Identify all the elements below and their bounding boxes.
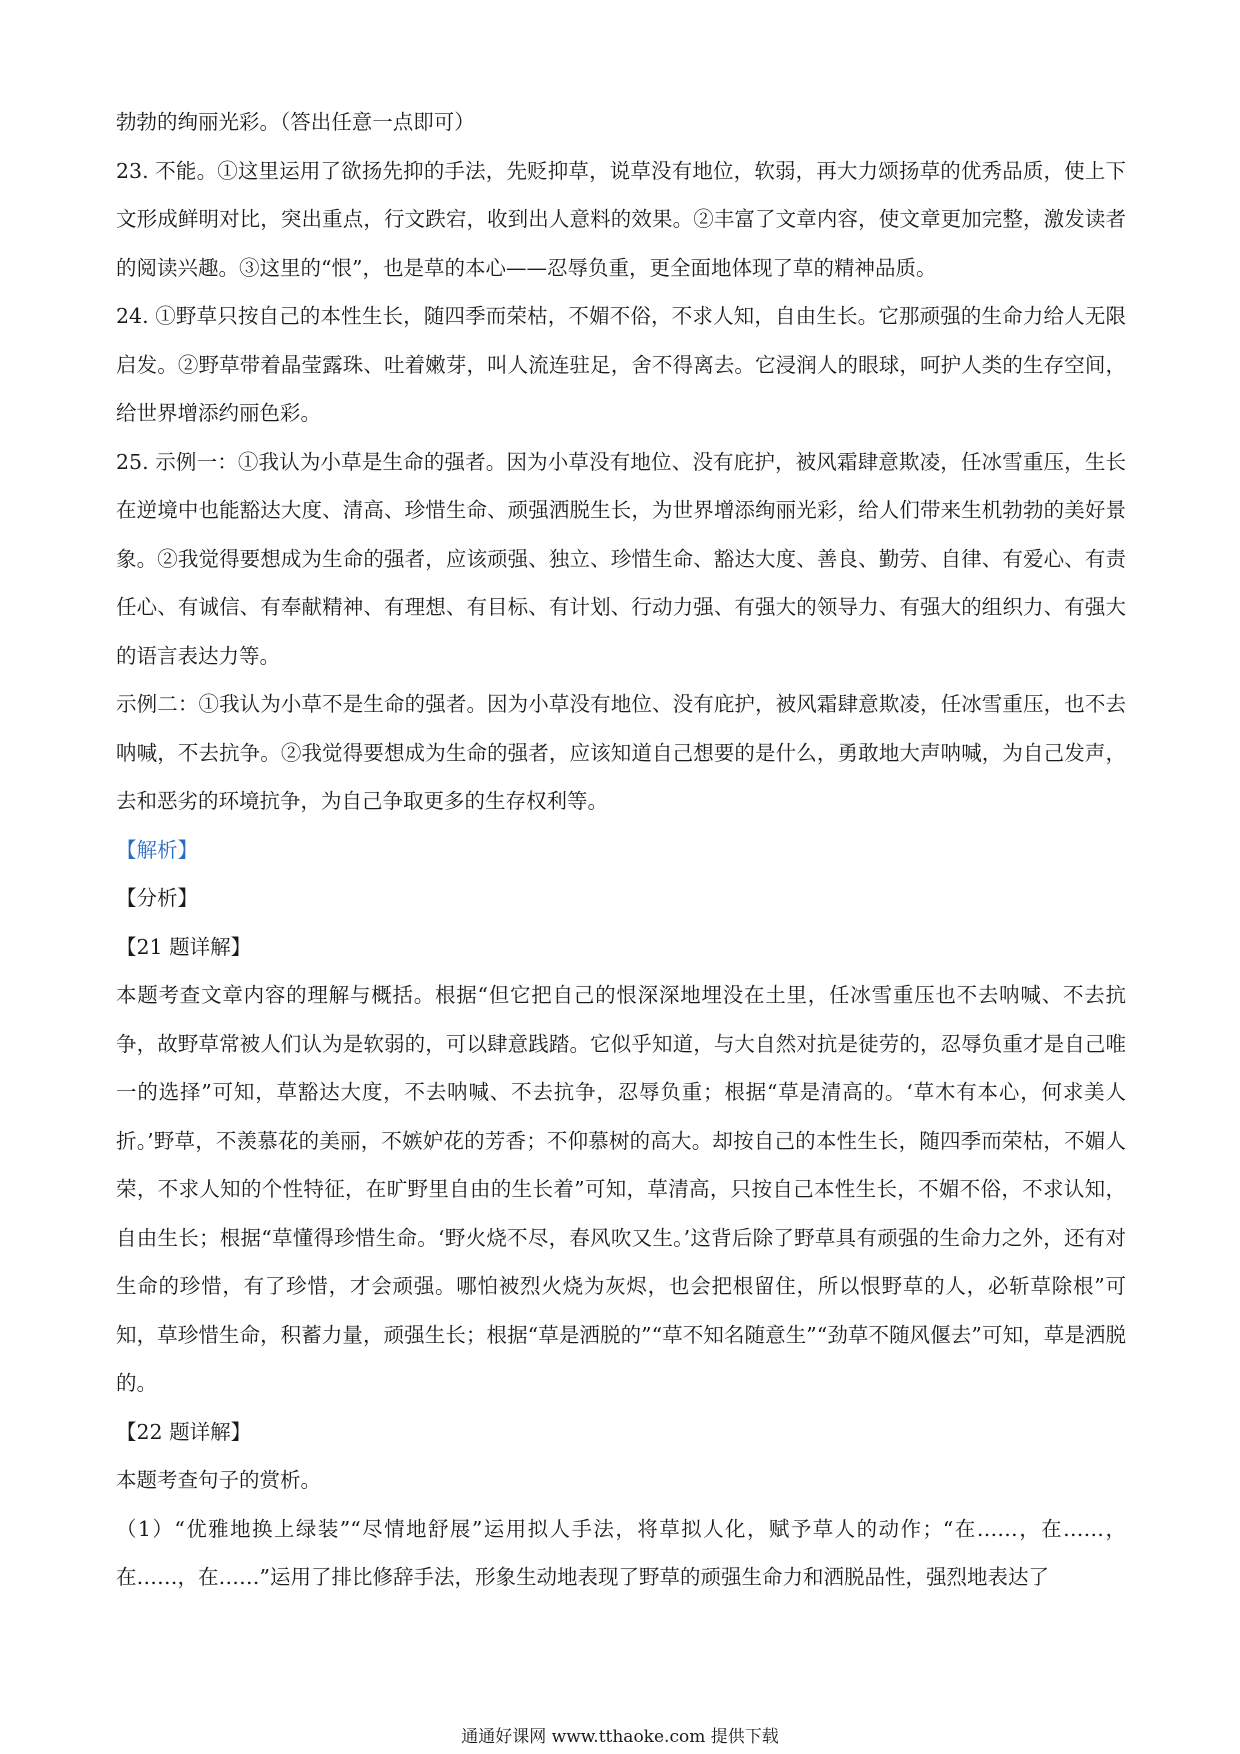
q21-heading: 【21 题详解】 bbox=[116, 934, 252, 959]
answer-25-example-1: 25. 示例一：①我认为小草是生命的强者。因为小草没有地位、没有庇护，被风霜肆意欺凌，任冰雪重压，生长在逆境中也能豁达大度、清高、珍惜生命、顽强洒脱生长，为世界增添绚丽光彩，给人们带来生机勃勃的美好景象。②我觉得要想成为生命的强者，应该顽强、独立、珍惜生命、豁达大度、善良、勤劳、自律、有爱心、有责任心、有诚信、有奉献精神、有理想、有目标、有计划、行动力强、有强大的领导力、有强大的组织力、有强大的语言表达力等。 bbox=[116, 449, 1126, 668]
answer-23: 23. 不能。①这里运用了欲扬先抑的手法，先贬抑草，说草没有地位，软弱，再大力颂扬草的优秀品质，使上下文形成鲜明对比，突出重点，行文跌宕，收到出人意料的效果。②丰富了文章内容，使文章更加完整，激发读者的阅读兴趣。③这里的“恨”，也是草的本心——忍辱负重，更全面地体现了草的精神品质。 bbox=[116, 158, 1126, 280]
answer-25-example-2: 示例二：①我认为小草不是生命的强者。因为小草没有地位、没有庇护，被风霜肆意欺凌，任冰雪重压，也不去呐喊，不去抗争。②我觉得要想成为生命的强者，应该知道自己想要的是什么，勇敢地大声呐喊，为自己发声，去和恶劣的环境抗争，为自己争取更多的生存权利等。 bbox=[116, 692, 1126, 813]
answer-22-tail: 勃勃的绚丽光彩。（答出任意一点即可） bbox=[116, 110, 475, 134]
q22-heading: 【22 题详解】 bbox=[116, 1419, 252, 1444]
q21-explanation: 本题考查文章内容的理解与概括。根据“但它把自己的恨深深地埋没在土里，任冰雪重压也不去呐喊、不去抗争，故野草常被人们认为是软弱的，可以肆意践踏。它似乎知道，与大自然对抗是徒劳的，忍辱负重才是自己唯一的选择”可知，草豁达大度，不去呐喊、不去抗争，忍辱负重；根据“草是清高的。‘草木有本心，何求美人折。’野草，不羡慕花的美丽，不嫉妒花的芳香；不仰慕树的高大。却按自己的本性生长，随四季而荣枯，不媚人荣，不求人知的个性特征，在旷野里自由的生长着”可知，草清高，只按自己本性生长，不媚不俗，不求认知，自由生长；根据“草懂得珍惜生命。‘野火烧不尽，春风吹又生。’这背后除了野草具有顽强的生命力之外，还有对生命的珍惜，有了珍惜，才会顽强。哪怕被烈火烧为灰烬，也会把根留住，所以恨野草的人，必斩草除根”可知，草珍惜生命，积蓄力量，顽强生长；根据“草是洒脱的”“草不知名随意生”“劲草不随风偃去”可知，草是洒脱的。 bbox=[116, 983, 1126, 1395]
page-footer: 通通好课网 www.tthaoke.com 提供下载 bbox=[461, 1727, 779, 1747]
document-body bbox=[116, 98, 1126, 1602]
jiexi-heading: 【解析】 bbox=[116, 837, 198, 862]
answer-24: 24. ①野草只按自己的本性生长，随四季而荣枯，不媚不俗，不求人知，自由生长。它那顽强的生命力给人无限启发。②野草带着晶莹露珠、吐着嫩芽，叫人流连驻足，舍不得离去。它浸润人的眼球，呵护人类的生存空间，给世界增添约丽色彩。 bbox=[116, 304, 1126, 425]
q22-part-1: （1）“优雅地换上绿装”“尽情地舒展”运用拟人手法，将草拟人化，赋予草人的动作；“在……，在……，在……，在……”运用了排比修辞手法，形象生动地表现了野草的顽强生命力和洒脱品性，强烈地表达了 bbox=[116, 1516, 1126, 1589]
q22-intro: 本题考查句子的赏析。 bbox=[116, 1468, 321, 1492]
fenxi-heading: 【分析】 bbox=[116, 886, 198, 910]
